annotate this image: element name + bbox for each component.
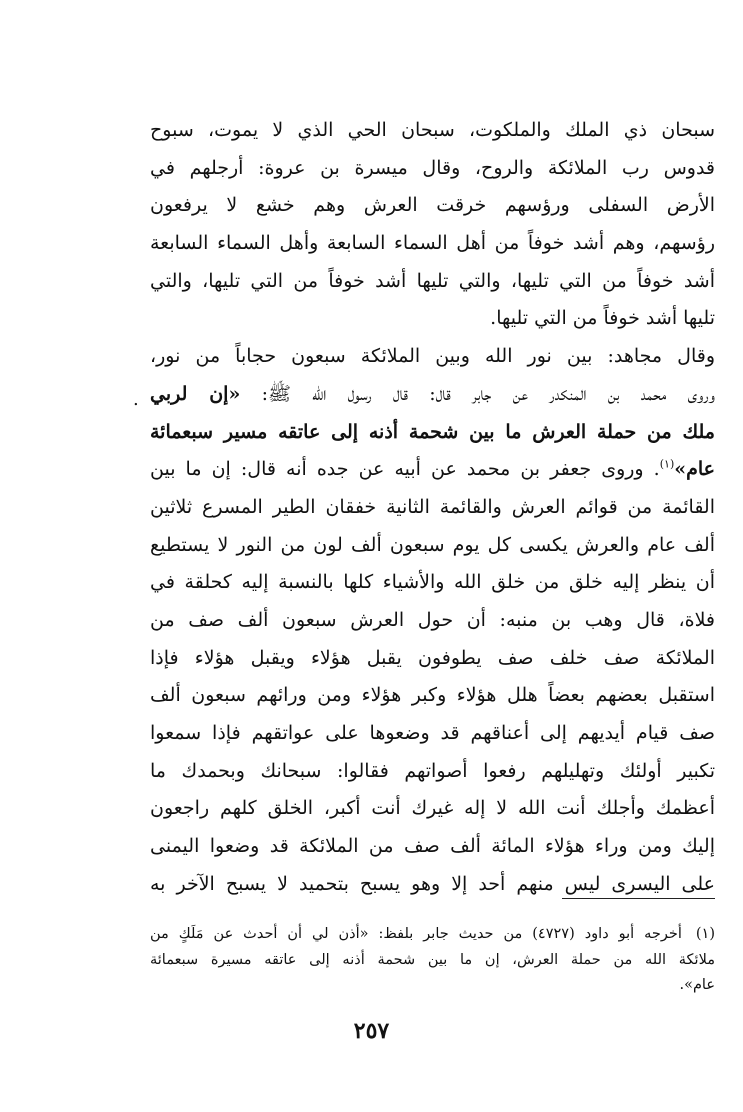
hadith-quote-end: عام»	[674, 458, 715, 481]
footnote-reference[interactable]: (١)	[659, 457, 675, 471]
footnote	[150, 922, 715, 999]
text-line-hadith-end	[150, 451, 715, 489]
text-line: قدوس رب الملائكة والروح، وقال ميسرة بن عروة: أرجلهم في	[150, 156, 715, 179]
footnote-line: ملائكة الله من حملة العرش، إن ما بين شحمة أذنه إلى عاتقه مسيرة سبعمائة	[150, 951, 715, 968]
footnote-line	[150, 922, 715, 948]
footnote-line: عام».	[679, 977, 715, 993]
margin-mark: .	[133, 389, 139, 410]
text-line: صف قيام أيديهم إلى أعناقهم قد وضعوها على عواتقهم فإذا سمعوا	[150, 722, 715, 744]
text-line: رؤسهم، وهم أشد خوفاً من أهل السماء السابعة وأهل السماء السابعة	[150, 232, 715, 255]
text-line: إليك ومن وراء هؤلاء المائة ألف صف من الملائكة قد وضعوا اليمنى	[150, 835, 715, 858]
footnote-text: أخرجه أبو داود (٤٧٢٧) من حديث جابر بلفظ: «أذن لي أن أحدث عن مَلَكٍ من	[150, 926, 682, 942]
page-number: ٢٥٧	[353, 1018, 390, 1044]
narration-continue: . وروى جعفر بن محمد عن أبيه عن جده أنه قال: إن ما بين	[150, 458, 660, 481]
footnote-number: (١)	[695, 926, 715, 942]
main-text	[150, 112, 715, 903]
text-line: تكبير أولئك وتهليلهم رفعوا أصواتهم فقالوا: سبحانك وبحمدك ما	[150, 759, 715, 782]
text-line: ألف عام والعرش يكسى كل يوم سبعون ألف لون من النور لا يستطيع	[150, 533, 715, 556]
text-line: القائمة من قوائم العرش والقائمة الثانية خفقان الطير المسرع ثلاثين	[150, 495, 715, 518]
text-line: وقال مجاهد: بين نور الله وبين الملائكة سبعون حجاباً من نور،	[150, 345, 715, 368]
text-line: أن ينظر إليه خلق من خلق الله والأشياء كلها بالنسبة إليه كحلقة في	[150, 571, 715, 594]
hadith-intro: وروى محمد بن المنكدر عن جابر قال: قال رسول الله ﷺ:	[240, 382, 715, 405]
text-line: أشد خوفاً من التي تليها، والتي تليها أشد خوفاً من التي تليها، والتي	[150, 269, 715, 292]
text-line: الملائكة صف خلف صف يطوفون يقبل هؤلاء ويقبل هؤلاء فإذا	[150, 646, 715, 669]
text-line: استقبل بعضهم بعضاً هلل هؤلاء وكبر هؤلاء ومن ورائهم سبعون ألف	[150, 684, 715, 707]
text-line: الأرض السفلى ورؤسهم خرقت العرش وهم خشع لا يرفعون	[150, 194, 715, 217]
text-line-hadith-bold: ملك من حملة العرش ما بين شحمة أذنه إلى عاتقه مسير سبعمائة	[150, 420, 715, 443]
hadith-quote-start: «إن لربي	[150, 382, 241, 405]
text-line-hadith	[150, 376, 715, 414]
text-line: تليها أشد خوفاً من التي تليها.	[490, 307, 715, 330]
text-line: على اليسرى ليس منهم أحد إلا وهو يسبح بتحميد لا يسبح الآخر به	[150, 872, 715, 895]
text-line: سبحان ذي الملك والملكوت، سبحان الحي الذي لا يموت، سبوح	[150, 119, 715, 141]
text-line: أعظمك وأجلك أنت الله لا إله غيرك أنت أكبر، الخلق كلهم راجعون	[150, 797, 715, 820]
text-line: فلاة، قال وهب بن منبه: أن حول العرش سبعون ألف صف من	[150, 608, 715, 631]
footnote-separator	[562, 898, 715, 899]
